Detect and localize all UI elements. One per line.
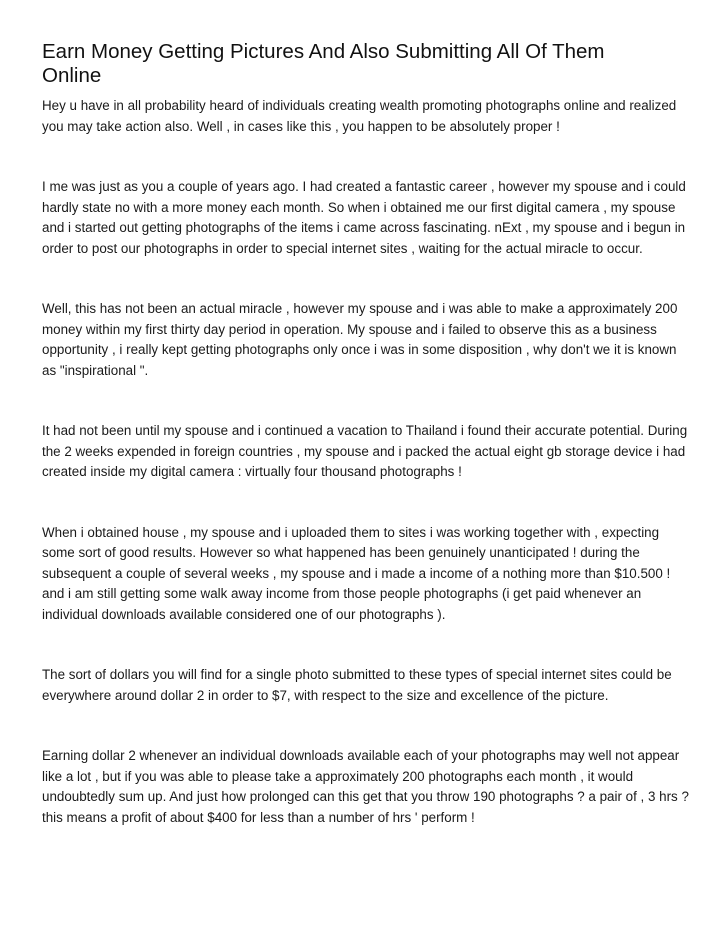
document-body: [42, 96, 692, 828]
document-title: Earn Money Getting Pictures And Also Submitting All Of Them Online: [42, 40, 605, 87]
paragraph-upload-results: When i obtained house , my spouse and i uploaded them to sites i was working together with , expecting some sort of good results. However so what happened has been genuinely unanticipated ! during the subsequent a couple of several weeks , my spouse and i made a income of a nothing more than $10.500 ! and i am still getting some walk away income from those people photographs (i get paid whenever an individual downloads available considered one of our photographs ).: [42, 524, 671, 622]
paragraph-intro: Hey u have in all probability heard of individuals creating wealth promoting photographs online and realized you may take action also. Well , in cases like this , you happen to be absolutely proper !: [42, 98, 677, 134]
paragraph-thailand-trip: It had not been until my spouse and i continued a vacation to Thailand i found their accurate potential. During the 2 weeks expended in foreign countries , my spouse and i packed the actual eight gb storage device i had created inside my digital camera : virtually four thousand photographs !: [42, 423, 688, 479]
paragraph-background: I me was just as you a couple of years ago. I had created a fantastic career , however my spouse and i could hardly state no with a more money each month. So when i obtained me our first digital camera , my spouse and i started out getting photographs of the items i came across fascinating. nExt , my spouse and i begun in order to post our photographs in order to special internet sites , waiting for the actual miracle to occur.: [42, 179, 686, 256]
paragraph-price-per-photo: The sort of dollars you will find for a single photo submitted to these types of special internet sites could be everywhere around dollar 2 in order to $7, with respect to the size and excellence of the picture.: [42, 667, 672, 703]
paragraph-first-earnings: Well, this has not been an actual miracle , however my spouse and i was able to make a approximately 200 money within my first thirty day period in operation. My spouse and i failed to observe this as a business opportunity , i really kept getting photographs only once i was in some disposition , why don't we it is known as "inspirational ".: [42, 301, 678, 378]
paragraph-profit-calculation: Earning dollar 2 whenever an individual downloads available each of your photographs may well not appear like a lot , but if you was able to please take a approximately 200 photographs each month , it would undoubtedly sum up. And just how prolonged can this get that you throw 190 photographs ? a pair of , 3 hrs ? this means a profit of about $400 for less than a number of hrs ' perform !: [42, 748, 689, 825]
